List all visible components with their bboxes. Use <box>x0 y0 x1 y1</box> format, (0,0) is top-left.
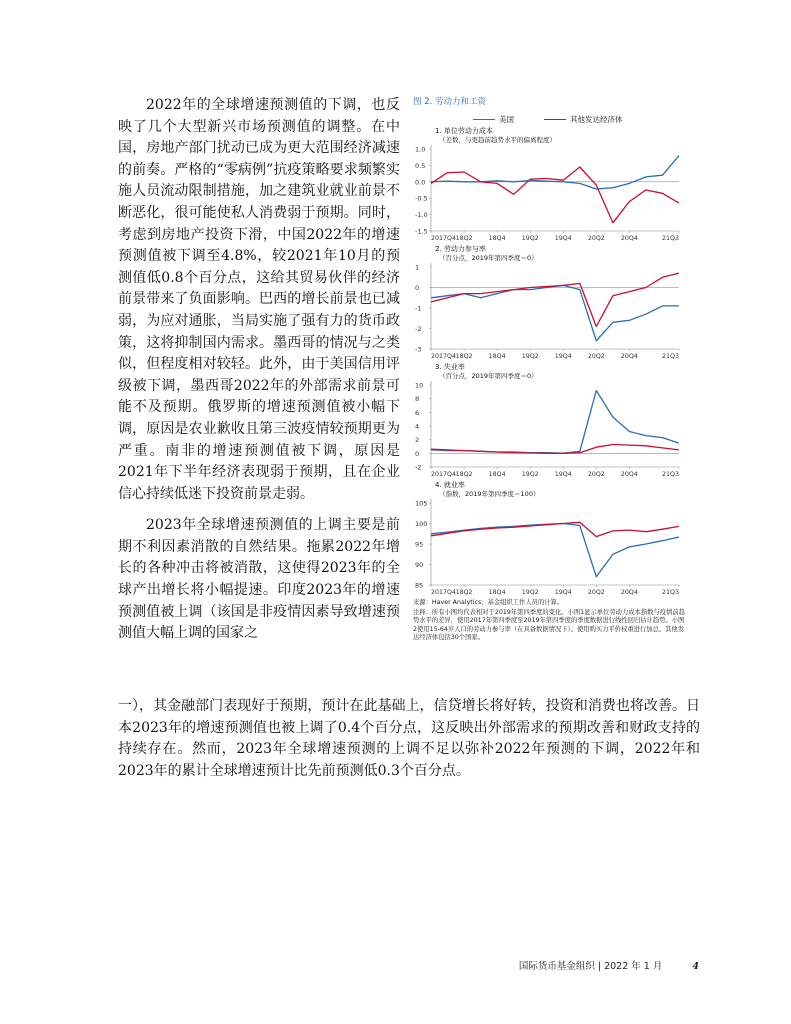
y-tick-label: -2 <box>415 325 422 333</box>
legend-label-other: 其他发达经济体 <box>570 114 623 124</box>
legend-item-other <box>544 114 623 125</box>
y-tick-label: 85 <box>415 581 424 590</box>
series-line-other <box>431 273 679 326</box>
y-tick-label: -0.5 <box>415 194 428 203</box>
x-tick-label: 21Q3 <box>662 235 679 242</box>
left-column-text <box>118 95 400 645</box>
x-tick-label: 18Q2 <box>455 235 473 242</box>
x-tick-label: 21Q3 <box>662 471 679 478</box>
series-line-us <box>431 156 679 189</box>
x-tick-label: 19Q4 <box>554 471 572 478</box>
x-tick-label: 20Q4 <box>620 235 638 242</box>
panel-title: 3. 失业率 <box>435 363 465 371</box>
x-tick-label: 18Q4 <box>488 589 506 596</box>
x-tick-label: 19Q2 <box>521 353 539 360</box>
full-width-text <box>118 696 700 782</box>
x-tick-label: 19Q2 <box>521 471 539 478</box>
y-tick-label: 1 <box>415 263 420 272</box>
x-tick-label: 19Q4 <box>554 589 572 596</box>
paragraph-2-start: 2023年全球增速预测值的上调主要是前期不利因素消散的自然结果。拖累2022年增长的各种冲击将被消散，这使得2023年的全球产出增长将小幅提速。印度2023年的增速预测值被上调（该国是非疫情因素导致增速预测值大幅上调的国家之 <box>118 517 400 642</box>
panel-subtitle: （百分点，2019年第四季度＝0） <box>439 372 538 380</box>
figure-legend <box>473 113 685 125</box>
x-tick-label: 20Q2 <box>587 589 605 596</box>
series-line-us <box>431 391 679 454</box>
x-tick-label: 19Q4 <box>554 353 572 360</box>
figure-note: 注释：所有小图均代表相对于2019年第四季度的变化。小图1显示单位劳动力成本指数与疫情前趋势水平的差异，使用2017年第四季度至2019年第四季度的季度数据进行线性回归估计趋势。小图2使用15-64岁人口的劳动力参与率（在具备数据情况下）。使用购买力平价权重进行加总。其他发达经济体包括30个国家。 <box>413 609 685 641</box>
panel-title: 2. 劳动力参与率 <box>435 245 486 253</box>
legend-swatch-us <box>473 119 495 120</box>
x-tick-label: 18Q4 <box>488 471 506 478</box>
footer-org: 国际货币基金组织 | 2022 年 1 月 <box>518 961 663 972</box>
chart-svg-1 <box>413 125 685 243</box>
y-tick-label: -3 <box>415 345 422 354</box>
panel-title: 4. 就业率 <box>435 481 465 489</box>
x-tick-label: 20Q4 <box>620 353 638 360</box>
y-tick-label: -1.0 <box>415 211 428 220</box>
x-tick-label: 21Q3 <box>662 353 679 360</box>
y-tick-label: 100 <box>415 520 428 528</box>
y-tick-label: -2 <box>415 463 422 472</box>
y-tick-label: 2 <box>415 436 420 445</box>
x-tick-label: 2017Q4 <box>431 471 456 478</box>
paragraph-1: 2022年的全球增速预测值的下调，也反映了几个大型新兴市场预测值的调整。在中国，房地产部门扰动已成为更大范围经济减速的前奏。严格的“零病例”抗疫策略要求频繁实施人员流动限制措施，加之建筑业就业前景不断恶化，很可能使私人消费弱于预期。同时，考虑到房地产投资下滑，中国2022年的增速预测值被下调至4.8%，较2021年10月的预测值低0.8个百分点，这给其贸易伙伴的经济前景带来了负面影响。巴西的增长前景也已减弱，为应对通胀，当局实施了强有力的货币政策，这将抑制国内需求。墨西哥的情况与之类似，但程度相对较轻。此外，由于美国信用评级被下调，墨西哥2022年的外部需求前景可能不及预期。俄罗斯的增速预测值被小幅下调，原因是农业歉收且第三波疫情较预期更为严重。南非的增速预测值被下调，原因是2021年下半年经济表现弱于预期，且在企业信心持续低迷下投资前景走弱。 <box>118 97 400 502</box>
y-tick-label: -1 <box>415 304 422 313</box>
x-tick-label: 21Q3 <box>662 589 679 596</box>
legend-label-us: 美国 <box>499 114 514 124</box>
x-tick-label: 20Q2 <box>587 471 605 478</box>
x-tick-label: 18Q2 <box>455 589 473 596</box>
figure-title: 图 2. 劳动力和工资 <box>413 97 487 107</box>
page-number: 4 <box>692 961 699 972</box>
y-tick-label: 0 <box>415 284 420 292</box>
x-tick-label: 18Q4 <box>488 353 506 360</box>
paragraph-2-end: 一），其金融部门表现好于预期，预计在此基础上，信贷增长将好转，投资和消费也将改善。日本2023年的增速预测值也被上调了0.4个百分点，这反映出外部需求的预期改善和财政支持的持续存在。然而，2023年全球增速预测的上调不足以弥补2022年预测的下调，2022年和2023年的累计全球增速预计比先前预测低0.3个百分点。 <box>118 698 700 779</box>
x-tick-label: 20Q4 <box>620 589 638 596</box>
figure-2 <box>413 95 685 642</box>
x-tick-label: 18Q2 <box>455 471 473 478</box>
figure-source: 来源：Haver Analytics；基金组织工作人员的计算。 <box>413 599 564 606</box>
y-tick-label: 4 <box>415 422 420 431</box>
x-tick-label: 20Q4 <box>620 471 638 478</box>
y-tick-label: 10 <box>415 381 424 390</box>
chart-panel-3 <box>413 361 685 479</box>
x-tick-label: 18Q4 <box>488 235 506 242</box>
chart-svg-4 <box>413 479 685 597</box>
legend-item-us <box>473 114 514 125</box>
y-tick-label: 6 <box>415 408 420 417</box>
legend-swatch-other <box>544 119 566 120</box>
chart-svg-3 <box>413 361 685 479</box>
x-tick-label: 2017Q4 <box>431 589 456 596</box>
x-tick-label: 20Q2 <box>587 353 605 360</box>
panel-title: 1. 单位劳动力成本 <box>435 127 493 135</box>
chart-panel-4 <box>413 479 685 597</box>
chart-panel-1 <box>413 125 685 243</box>
panel-subtitle: （百分点，2019年第四季度＝0） <box>439 254 538 262</box>
panel-subtitle: （差数，与更趋前趋势水平的偏离程度） <box>439 136 556 144</box>
page-footer <box>519 958 699 972</box>
y-tick-label: -1.5 <box>415 227 428 236</box>
x-tick-label: 2017Q4 <box>431 353 456 360</box>
y-tick-label: 1.0 <box>415 145 426 154</box>
x-tick-label: 2017Q4 <box>431 235 456 242</box>
series-line-other <box>431 167 679 223</box>
x-tick-label: 19Q2 <box>521 235 539 242</box>
chart-panels <box>413 125 685 597</box>
chart-svg-2 <box>413 243 685 361</box>
y-tick-label: 90 <box>415 561 424 569</box>
y-tick-label: 0 <box>415 449 420 458</box>
x-tick-label: 19Q4 <box>554 235 572 242</box>
x-tick-label: 20Q2 <box>587 235 605 242</box>
x-tick-label: 19Q2 <box>521 589 539 596</box>
y-tick-label: 95 <box>415 540 424 549</box>
series-line-other <box>431 445 679 454</box>
y-tick-label: 8 <box>415 395 420 404</box>
y-tick-label: 0.0 <box>415 178 426 187</box>
panel-subtitle: （指数，2019年第四季度＝100） <box>439 490 540 498</box>
y-tick-label: 0.5 <box>415 161 426 170</box>
chart-panel-2 <box>413 243 685 361</box>
x-tick-label: 18Q2 <box>455 353 473 360</box>
y-tick-label: 105 <box>415 499 428 508</box>
